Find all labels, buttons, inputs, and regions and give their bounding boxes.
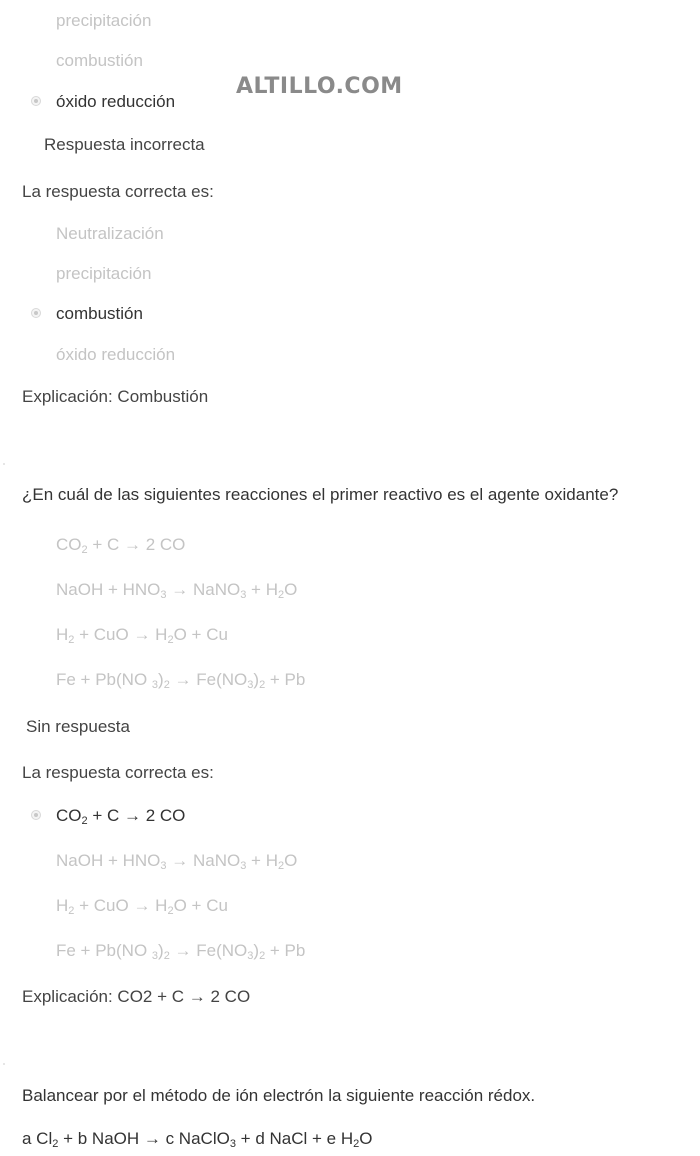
- q2-feedback: Sin respuesta: [26, 717, 130, 736]
- q2-correct-option-1: $CO_2 + C \to 2$ CO: [56, 806, 186, 827]
- divider-dot: [3, 463, 5, 465]
- q2-option-1: $CO_2 + C \to 2$ CO: [56, 535, 186, 556]
- q2-option-2: NaOH + $HNO_3$ → NaNO$_3$ + $H_2O$: [56, 580, 298, 601]
- q1-correct-option-precipitacion: precipitación: [56, 264, 152, 283]
- q3-question: Balancear por el método de ión electrón la siguiente reacción rédox.: [22, 1086, 536, 1105]
- q1-correct-radio-icon[interactable]: [31, 308, 41, 318]
- q1-correct-option-neutralizacion: Neutralización: [56, 224, 164, 243]
- q2-correct-option-4: Fe + Pb(NO $_3)_2 \to Fe(NO_3)_2 + Pb$: [56, 941, 306, 962]
- q1-correct-option-combustion: combustión: [56, 304, 143, 323]
- q2-explanation: Explicación: CO2 + C → 2 CO: [22, 987, 251, 1006]
- q1-selected-radio-icon[interactable]: [31, 96, 41, 106]
- q2-correct-option-3: $H_2$ + CuO → $H_2O + Cu$: [56, 896, 228, 917]
- q1-correct-option-oxido-reduccion: óxido reducción: [56, 345, 176, 364]
- divider-dot: [3, 1063, 5, 1065]
- q1-option-oxido-reduccion: óxido reducción: [56, 92, 176, 111]
- q1-correct-label: La respuesta correcta es:: [22, 182, 214, 201]
- q2-correct-option-2: NaOH + $HNO_3$ → NaNO$_3$ + $H_2O$: [56, 851, 298, 872]
- q2-correct-radio-icon[interactable]: [31, 810, 41, 820]
- q1-explanation: Explicación: Combustión: [22, 387, 209, 406]
- q2-question: ¿En cuál de las siguientes reacciones el primer reactivo es el agente oxidante?: [22, 485, 619, 504]
- q1-feedback: Respuesta incorrecta: [44, 135, 205, 154]
- q1-option-precipitacion: precipitación: [56, 11, 152, 30]
- q2-option-4: Fe + Pb(NO $_3)_2 \to Fe(NO_3)_2 + Pb$: [56, 670, 306, 691]
- watermark: ALTILLO.COM: [236, 74, 403, 99]
- q2-correct-label: La respuesta correcta es:: [22, 763, 214, 782]
- q1-option-combustion: combustión: [56, 51, 143, 70]
- q2-option-3: $H_2$ + CuO → $H_2O + Cu$: [56, 625, 228, 646]
- q3-equation: a $Cl_2 + b$ NaOH → c NaClO$_3$ + d NaCl + e $H_2O$: [22, 1129, 373, 1150]
